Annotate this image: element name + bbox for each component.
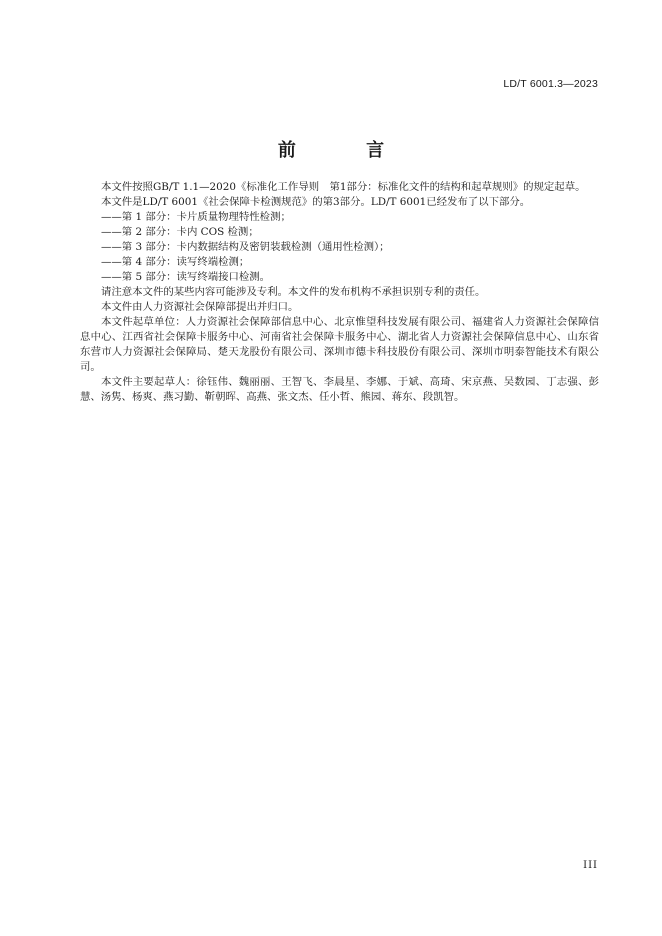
paragraph-proposer: 本文件由人力资源社会保障部提出并归口。	[101, 301, 299, 313]
list-item-part-4: ——第 4 部分：读写终端检测；	[101, 256, 250, 268]
list-item-part-1: ——第 1 部分：卡片质量物理特性检测；	[101, 211, 291, 223]
list-item-part-5: ——第 5 部分：读写终端接口检测。	[101, 271, 271, 283]
document-code: LD/T 6001.3—2023	[503, 78, 598, 90]
page-title: 前 言	[277, 140, 405, 161]
paragraph-drafting-rules: 本文件按照GB/T 1.1—2020《标准化工作导则 第1部分：标准化文件的结构和起草规则》的规定起草。	[101, 181, 586, 193]
paragraph-patent-notice: 请注意本文件的某些内容可能涉及专利。本文件的发布机构不承担识别专利的责任。	[101, 286, 486, 298]
list-item-part-3: ——第 3 部分：卡内数据结构及密钥装载检测（通用性检测）；	[101, 241, 390, 253]
page-number: III	[583, 860, 598, 871]
paragraph-part-of-series: 本文件是LD/T 6001《社会保障卡检测规范》的第3部分。LD/T 6001已经发布了以下部分。	[101, 196, 531, 208]
paragraph-drafting-units: 本文件起草单位：人力资源社会保障部信息中心、北京惟望科技发展有限公司、福建省人力资源社会保障信息中心、江西省社会保障卡服务中心、河南省社会保障卡服务中心、湖北省人力资源社会保障信息中心、山东省东营市人力资源社会保障局、楚天龙股份有限公司、深圳市德卡科技股份有限公司、深圳市明泰智能技术有限公司。	[80, 316, 599, 373]
foreword-body	[80, 180, 599, 405]
paragraph-drafters: 本文件主要起草人：徐钰伟、魏丽丽、王智飞、李晨星、李娜、于斌、高琦、宋京燕、吴数园、丁志强、彭慧、汤隽、杨爽、燕习勤、靳朝晖、高燕、张文杰、任小哲、熊园、蒋东、段凯智。	[80, 376, 599, 403]
list-item-part-2: ——第 2 部分：卡内 COS 检测；	[101, 226, 259, 238]
